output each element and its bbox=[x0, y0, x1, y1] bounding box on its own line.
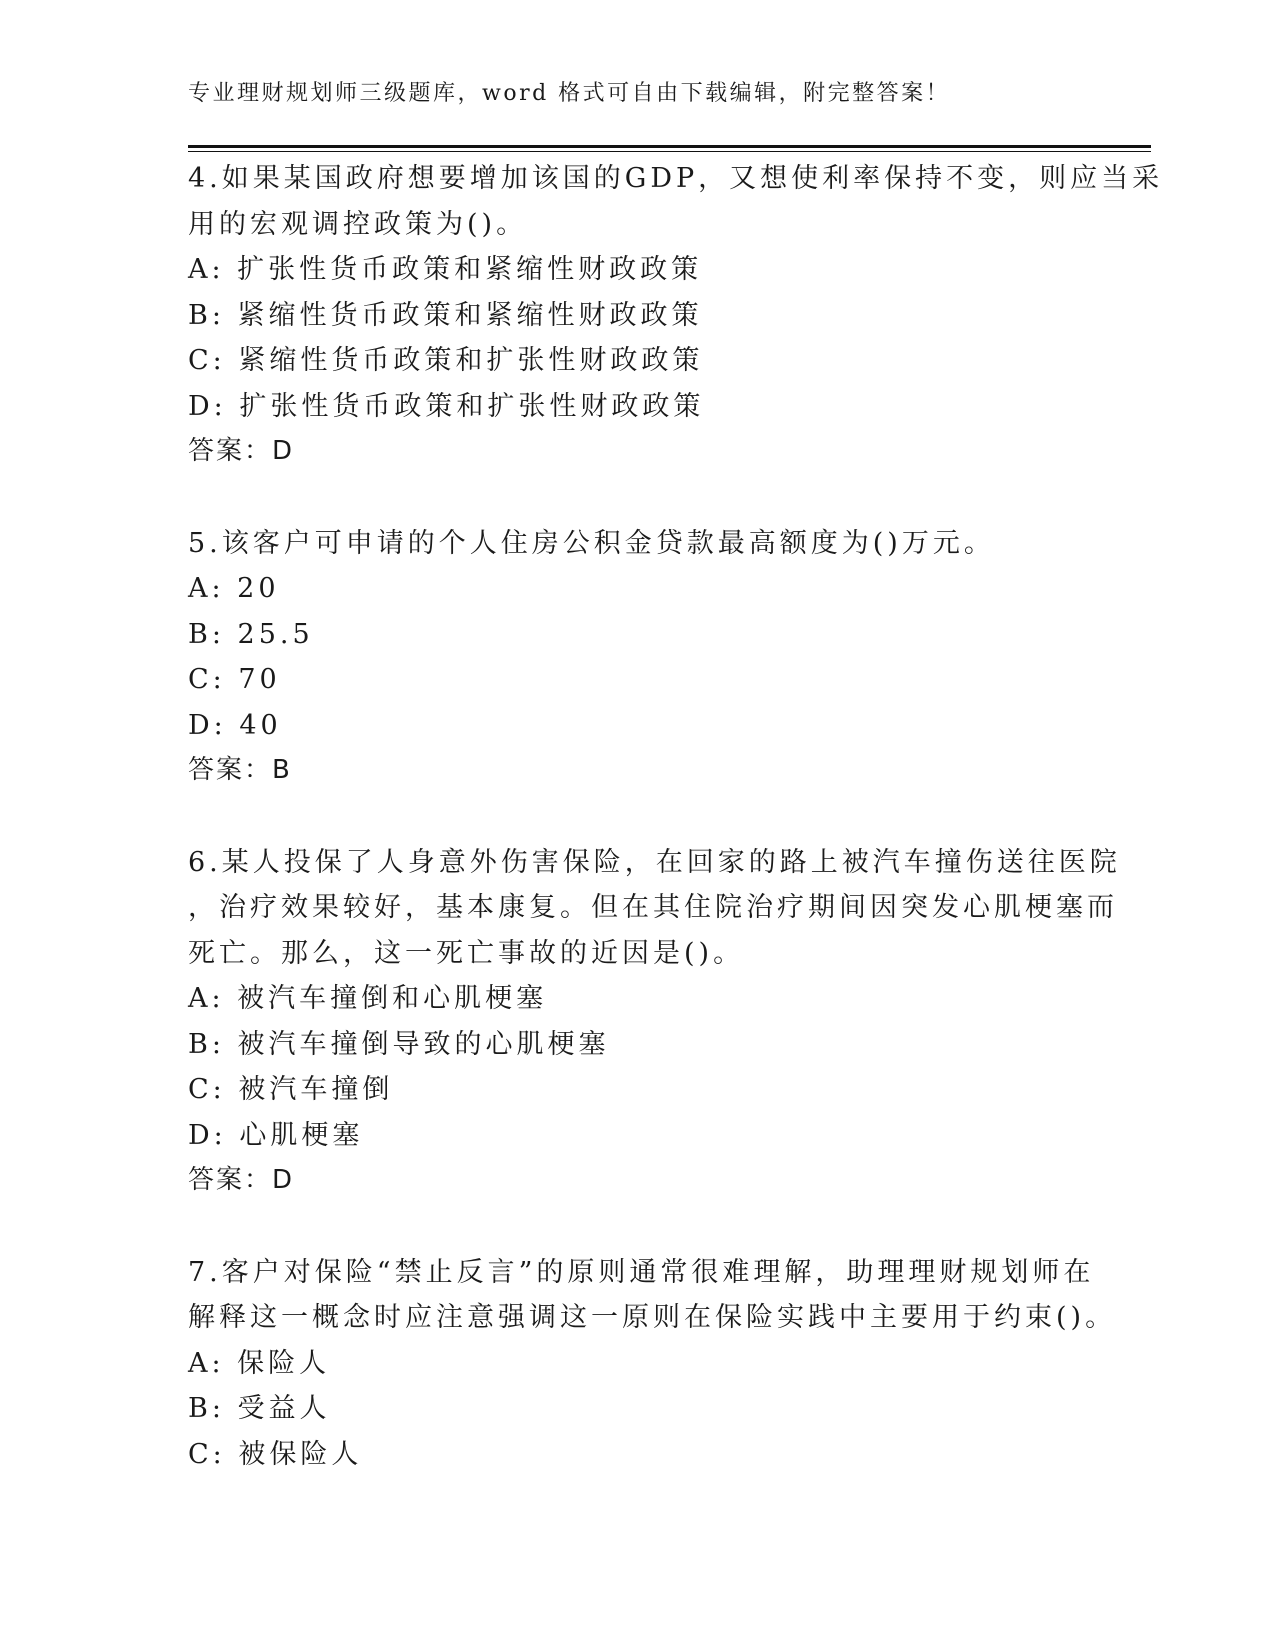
question-stem-line: ，治疗效果较好，基本康复。但在其住院治疗期间因突发心肌梗塞而 bbox=[188, 892, 1118, 923]
question-stem-line: 4.如果某国政府想要增加该国的GDP，又想使利率保持不变，则应当采 bbox=[188, 163, 1164, 194]
question-stem-line: 7.客户对保险“禁止反言”的原则通常很难理解，助理理财规划师在 bbox=[188, 1256, 1095, 1288]
question-5 bbox=[188, 521, 1151, 794]
option-d: D: 扩张性货币政策和扩张性财政政策 bbox=[188, 390, 705, 422]
option-d: D: 40 bbox=[188, 709, 282, 741]
question-4 bbox=[188, 156, 1164, 475]
answer-label: 答案：B bbox=[188, 755, 292, 785]
question-7 bbox=[188, 1250, 1151, 1478]
option-a: A: 保险人 bbox=[188, 1347, 331, 1379]
option-c: C: 紧缩性货币政策和扩张性财政政策 bbox=[188, 345, 704, 376]
header-rule-thin bbox=[188, 151, 1151, 152]
option-b: B: 受益人 bbox=[188, 1393, 331, 1424]
answer-label: 答案：D bbox=[188, 1165, 295, 1195]
option-a: A: 被汽车撞倒和心肌梗塞 bbox=[188, 983, 548, 1014]
option-b: B: 紧缩性货币政策和紧缩性财政政策 bbox=[188, 299, 703, 331]
question-stem-line: 用的宏观调控政策为()。 bbox=[188, 208, 528, 240]
option-d: D: 心肌梗塞 bbox=[188, 1119, 364, 1151]
option-a: A: 20 bbox=[188, 573, 280, 604]
question-stem-line: 5.该客户可申请的个人住房公积金贷款最高额度为()万元。 bbox=[188, 527, 995, 559]
option-a: A: 扩张性货币政策和紧缩性财政政策 bbox=[188, 254, 703, 285]
option-b: B: 25.5 bbox=[188, 618, 314, 650]
question-stem-line: 解释这一概念时应注意强调这一原则在保险实践中主要用于约束()。 bbox=[188, 1302, 1117, 1333]
page-header: 专业理财规划师三级题库，word 格式可自由下载编辑，附完整答案！ bbox=[188, 81, 951, 106]
question-list bbox=[188, 156, 1164, 1523]
question-6 bbox=[188, 840, 1151, 1204]
option-c: C: 被保险人 bbox=[188, 1438, 363, 1470]
question-stem-line: 死亡。那么，这一死亡事故的近因是()。 bbox=[188, 937, 745, 969]
option-c: C: 被汽车撞倒 bbox=[188, 1074, 394, 1105]
option-b: B: 被汽车撞倒导致的心肌梗塞 bbox=[188, 1028, 610, 1060]
question-stem-line: 6.某人投保了人身意外伤害保险，在回家的路上被汽车撞伤送往医院 bbox=[188, 846, 1121, 878]
option-c: C: 70 bbox=[188, 664, 281, 695]
answer-label: 答案：D bbox=[188, 436, 295, 466]
header-rule-thick bbox=[188, 145, 1151, 148]
